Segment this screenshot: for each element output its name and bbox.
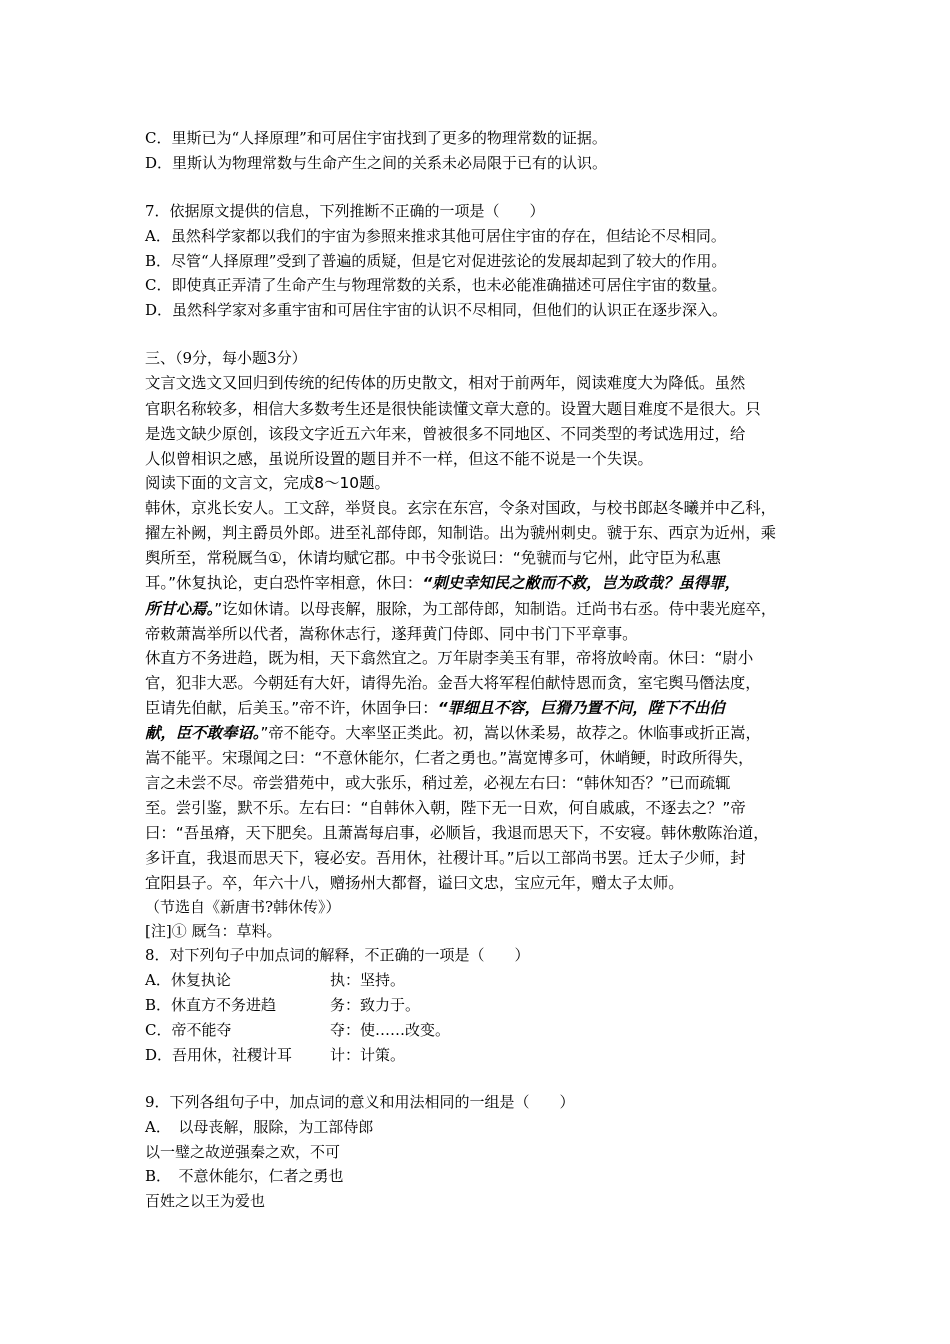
q8-option-c [145,1019,450,1040]
q7-option-c: C．即使真正弄清了生命产生与物理常数的关系，也未必能准确描述可居住宇宙的数量。 [145,276,727,294]
passage-line: 言之未尝不尽。帝尝猎苑中，或大张乐，稍过差，必视左右曰：“韩休知否？”已而疏辄 [145,774,731,792]
q8-option-d [145,1044,405,1065]
commentary-line: 是选文缺少原创，该段文字近五六年来，曾被很多不同地区、不同类型的考试选用过，给 [145,425,746,443]
q8-option-def: 夺：使……改变。 [330,1021,451,1039]
passage-line [145,571,740,593]
passage-line [145,597,776,619]
passage-line: 嵩不能平。宋璟闻之曰：“不意休能尔，仁者之勇也。”嵩宽博多可，休峭鲠，时政所得失， [145,749,754,767]
q8-option-b [145,994,420,1015]
q8-option-term: C．帝不能夺 [145,1021,232,1039]
q8-option-def: 执：坚持。 [330,971,406,989]
q8-option-term: B．休直方不务进趋 [145,996,277,1014]
commentary-line: 文言文选文又回归到传统的纪传体的历史散文，相对于前两年，阅读难度大为降低。虽然 [145,374,746,392]
q8-option-term: D．吾用休，社稷计耳 [145,1046,293,1064]
passage-bold-quote: “罪细且不容，巨猾乃置不问，陛下不出伯 [437,699,725,717]
passage-line: 舆所至，常税厩刍①，休请均赋它郡。中书令张说曰：“免虢而与它州，此守臣为私惠 [145,549,721,567]
passage-line: 宜阳县子。卒，年六十八，赠扬州大都督，谥曰文忠，宝应元年，赠太子太师。 [145,874,684,892]
passage-line: 擢左补阙，判主爵员外郎。进至礼部侍郎，知制诰。出为虢州刺史。虢于东、西京为近州，乘 [145,524,777,542]
passage-text: 耳。”休复执论，吏白恐忤宰相意，休曰： [145,574,423,592]
q7-option-b: B．尽管“人择原理”受到了普遍的质疑，但是它对促进弦论的发展却起到了较大的作用。 [145,252,727,270]
passage-line: 休直方不务进趋，既为相，天下翕然宜之。万年尉李美玉有罪，帝将放岭南。休曰：“尉小 [145,649,754,667]
passage-bold-quote: 献，臣不敢奉诏。 [145,724,261,742]
q8-option-a [145,969,405,990]
q7-option-a: A．虽然科学家都以我们的宇宙为参照来推求其他可居住宇宙的存在，但结论不尽相同。 [145,227,726,245]
q8-option-term: A．休复执论 [145,971,231,989]
q9-option-a-pair: 以一璧之故逆强秦之欢，不可 [145,1143,341,1161]
q8-option-def: 务：致力于。 [330,996,421,1014]
passage-line [145,696,725,718]
passage-line: 曰：“吾虽瘠，天下肥矣。且萧嵩每启事，必顺旨，我退而思天下，不安寝。韩休敷陈治道， [145,824,769,842]
passage-line: 官，犯非大恶。今朝廷有大奸，请得先治。金吾大将军程伯献恃恩而贪，室宅舆马僭法度， [145,674,761,692]
q9-option-b: B． 不意休能尔，仁者之勇也 [145,1167,344,1185]
q8-stem: 8．对下列句子中加点词的解释，不正确的一项是（ ） [145,946,530,964]
passage-text: ”帝不能夺。大率坚正类此。初，嵩以休柔易，故荐之。休临事或折正嵩， [260,724,761,742]
q7-stem: 7．依据原文提供的信息，下列推断不正确的一项是（ ） [145,202,545,220]
passage-bold-quote: “刺史幸知民之敝而不救，岂为政哉？虽得罪， [422,574,741,592]
q6-option-d: D．里斯认为物理常数与生命产生之间的关系未必局限于已有的认识。 [145,154,608,172]
passage-line: 多讦直，我退而思天下，寝必安。吾用休，社稷计耳。”后以工部尚书罢。迁太子少师，封 [145,849,746,867]
commentary-line: 官职名称较多，相信大多数考生还是很快能读懂文章大意的。设置大题目难度不是很大。只 [145,400,761,418]
q7-option-d: D．虽然科学家对多重宇宙和可居住宇宙的认识不尽相同，但他们的认识正在逐步深入。 [145,301,728,319]
passage-line [145,721,761,743]
q9-option-a: A． 以母丧解，服除，为工部侍郎 [145,1118,374,1136]
passage-text: ”讫如休请。以母丧解，服除，为工部侍郎，知制诰。迁尚书右丞。侍中裴光庭卒， [214,600,777,618]
passage-line: 帝敕萧嵩举所以代者，嵩称休志行，遂拜黄门侍郎、同中书门下平章事。 [145,625,638,643]
commentary-line: 人似曾相识之感，虽说所设置的题目并不一样，但这不能不说是一个失误。 [145,450,653,468]
passage-note: [注]① 厩刍：草料。 [145,922,282,940]
q9-option-b-pair: 百姓之以王为爱也 [145,1192,266,1210]
q8-option-def: 计：计策。 [330,1046,406,1064]
passage-source: （节选自《新唐书?韩休传》） [145,898,341,916]
q9-stem: 9．下列各组句子中，加点词的意义和用法相同的一组是（ ） [145,1093,575,1111]
q6-option-c: C．里斯已为“人择原理”和可居住宇宙找到了更多的物理常数的证据。 [145,129,607,147]
section3-header: 三、（9分，每小题3分） [145,349,307,367]
passage-line: 韩休，京兆长安人。工文辞，举贤良。玄宗在东宫，令条对国政，与校书郎赵冬曦并中乙科， [145,499,777,517]
passage-bold-quote: 所甘心焉。 [145,600,215,618]
reading-instruction: 阅读下面的文言文，完成8～10题。 [145,474,390,492]
passage-text: 臣请先伯献，后美玉。”帝不许，休固争曰： [145,699,438,717]
passage-line: 至。尝引鉴，默不乐。左右曰：“自韩休入朝，陛下无一日欢，何自戚戚，不逐去之？”帝 [145,799,746,817]
